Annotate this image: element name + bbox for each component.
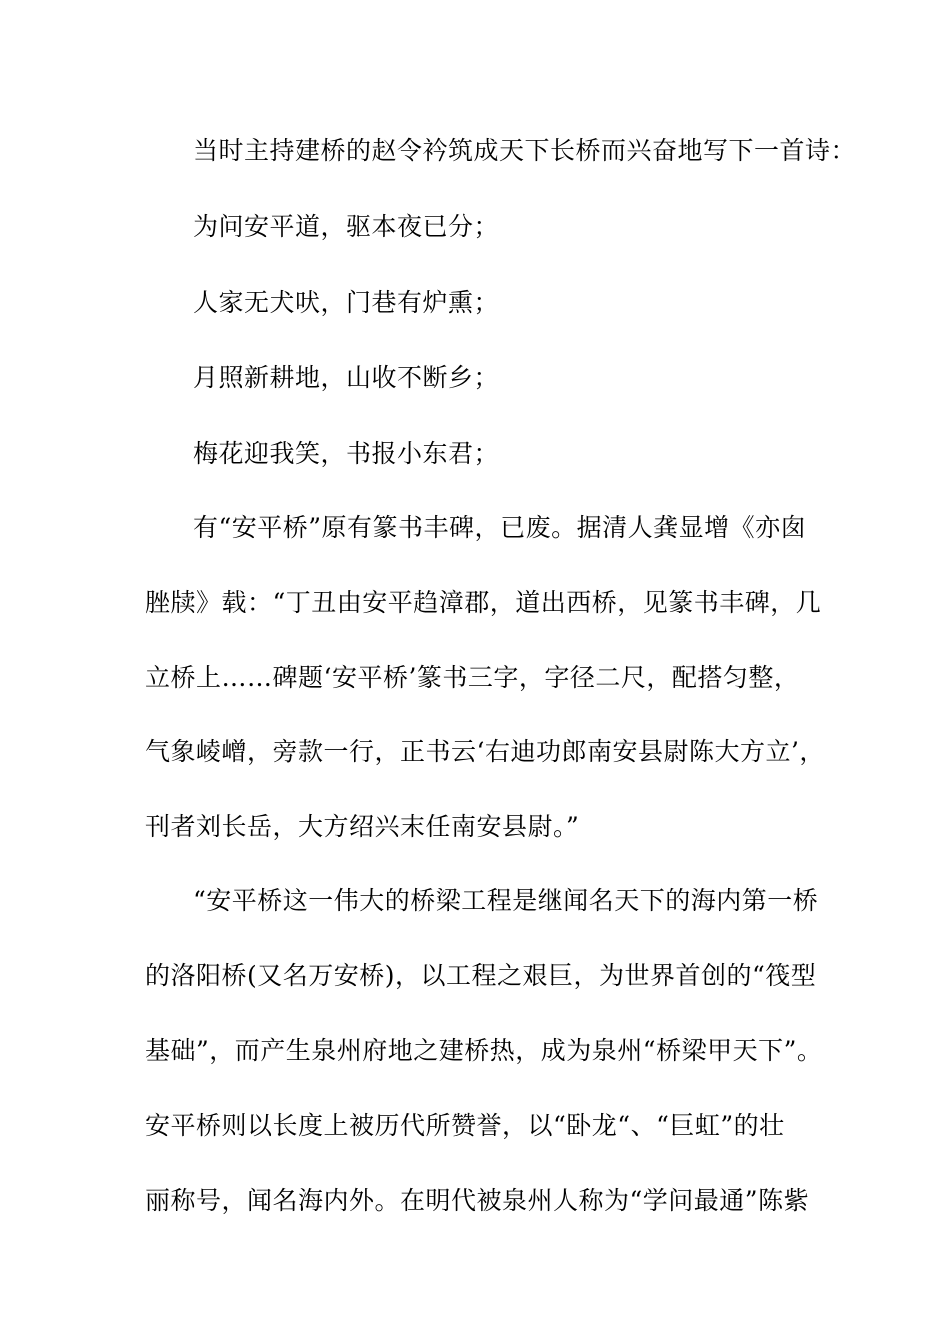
text-line: 脞牍》载：“丁丑由安平趋漳郡，道出西桥，见篆书丰碑，几 [145, 588, 822, 617]
text-line: 有“安平桥”原有篆书丰碑，已废。据清人龚显增《亦囱 [193, 513, 807, 542]
text-line: 安平桥则以长度上被历代所赞誉，以“卧龙“、“巨虹”的壮 [145, 1111, 785, 1140]
poem-line: 为问安平道，驱本夜已分； [193, 212, 500, 241]
text-line: 丽称号，闻名海内外。在明代被泉州人称为“学问最通”陈紫 [145, 1186, 810, 1215]
poem-line: 月照新耕地，山收不断乡； [193, 363, 500, 392]
text-line: 的洛阳桥(又名万安桥)，以工程之艰巨，为世界首创的“筏型 [145, 961, 817, 990]
text-line: 气象崚嶒，旁款一行，正书云‘右迪功郎南安县尉陈大方立’， [145, 737, 825, 766]
text-line: 刊者刘长岳，大方绍兴末任南安县尉。” [145, 812, 580, 841]
text-line: 当时主持建桥的赵令衿筑成天下长桥而兴奋地写下一首诗： [193, 136, 857, 165]
text-line: “安平桥这一伟大的桥梁工程是继闻名天下的海内第一桥 [193, 886, 819, 915]
text-line: 基础”，而产生泉州府地之建桥热，成为泉州“桥梁甲天下”。 [145, 1036, 823, 1065]
text-line: 立桥上……碑题‘安平桥’篆书三字，字径二尺，配搭匀整， [145, 663, 800, 692]
poem-line: 人家无犬吠，门巷有炉熏； [193, 288, 500, 317]
poem-line: 梅花迎我笑，书报小东君； [193, 439, 500, 468]
